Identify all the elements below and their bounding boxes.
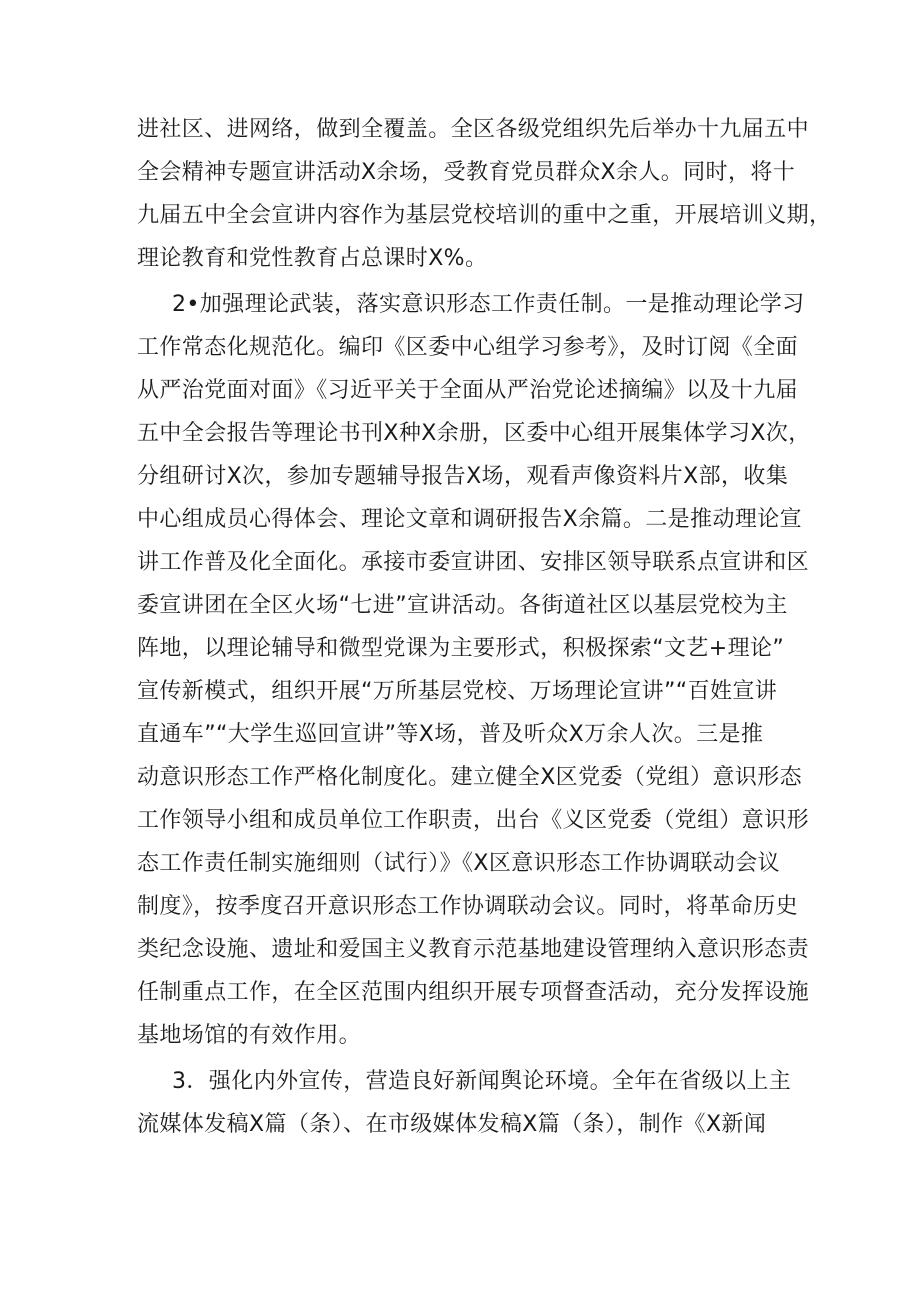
text-line-5: 2•加强理论武装，落实意识形态工作责任制。一是推动理论学习	[172, 292, 805, 317]
text-line-22: 基地场馆的有效作用。	[137, 1023, 362, 1048]
text-line-24: 流媒体发稿X篇（条）、在市级媒体发稿X篇（条），制作《X新闻	[137, 1112, 767, 1137]
text-line-23: 3．强化内外宣传，营造良好新闻舆论环境。全年在省级以上主	[172, 1069, 792, 1094]
text-line-8: 五中全会报告等理论书刊X种X余册，区委中心组开展集体学习X次，	[137, 421, 811, 446]
text-line-14: 宣传新模式，组织开展“万所基层党校、万场理论宣讲”“百姓宣讲	[137, 679, 778, 704]
text-line-21: 任制重点工作，在全区范围内组织开展专项督查活动，充分发挥设施	[137, 980, 810, 1005]
text-line-2: 全会精神专题宣讲活动X余场，受教育党员群众X余人。同时，将十	[137, 160, 796, 185]
text-line-11: 讲工作普及化全面化。承接市委宣讲团、安排区领导联系点宣讲和区	[137, 550, 810, 575]
text-line-10: 中心组成员心得体会、理论文章和调研报告X余篇。二是推动理论宣	[137, 507, 803, 532]
text-line-1: 进社区、进网络，做到全覆盖。全区各级党组织先后举办十九届五中	[137, 117, 810, 142]
text-line-18: 态工作责任制实施细则（试行）》《X区意识形态工作协调联动会议	[137, 851, 781, 876]
text-line-4: 理论教育和党性教育占总课时X%。	[137, 246, 488, 271]
text-line-20: 类纪念设施、遗址和爱国主义教育示范基地建设管理纳入意识形态责	[137, 937, 810, 962]
text-line-19: 制度》，按季度召开意识形态工作协调联动会议。同时，将革命历史	[137, 894, 799, 919]
text-line-3: 九届五中全会宣讲内容作为基层党校培训的重中之重，开展培训义期，	[137, 203, 832, 228]
text-line-6: 工作常态化规范化。编印《区委中心组学习参考》，及时订阅《全面	[137, 335, 799, 360]
text-line-13: 阵地，以理论辅导和微型党课为主要形式，积极探索“文艺+理论”	[137, 636, 785, 661]
text-line-7: 从严治党面对面》《习近平关于全面从严治党论述摘编》以及十九届	[137, 378, 799, 403]
text-line-16: 动意识形态工作严格化制度化。建立健全X区党委（党组）意识形态	[137, 765, 803, 790]
text-line-12: 委宣讲团在全区火场“七进”宣讲活动。各街道社区以基层党校为主	[137, 593, 788, 618]
text-line-15: 直通车”“大学生巡回宣讲”等X场，普及听众X万余人次。三是推	[137, 722, 764, 747]
text-line-9: 分组研讨X次，参加专题辅导报告X场，观看声像资料片X部，收集	[137, 464, 789, 489]
text-line-17: 工作领导小组和成员单位工作职责，出台《义区党委（党组）意识形	[137, 808, 810, 833]
